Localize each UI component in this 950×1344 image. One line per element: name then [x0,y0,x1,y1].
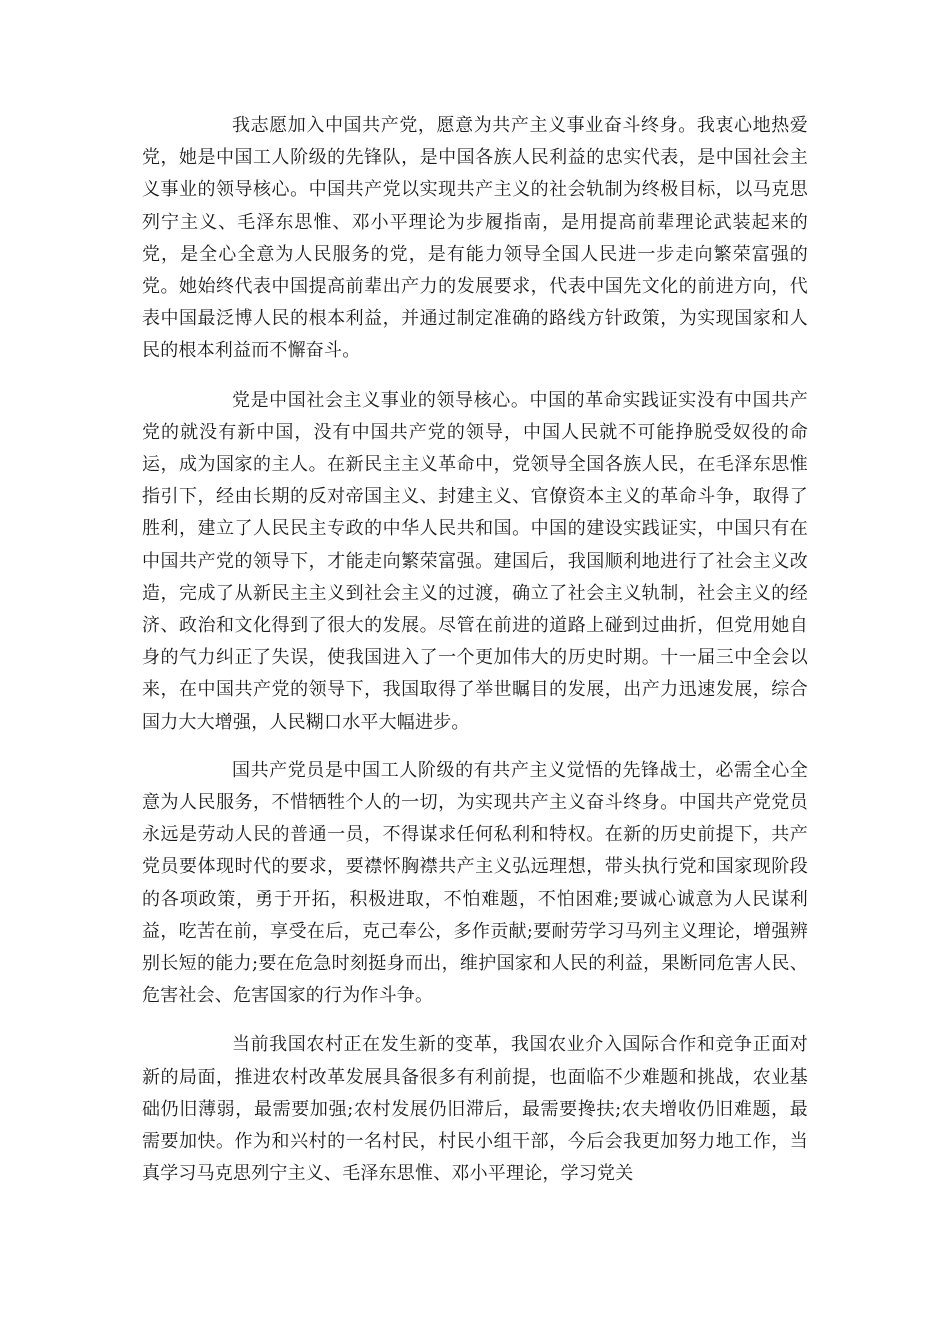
paragraph-2: 党是中国社会主义事业的领导核心。中国的革命实践证实没有中国共产党的就没有新中国，没有中国共产党的领导，中国人民就不可能挣脱受奴役的命运，成为国家的主人。在新民主主义革命中，党领导全国各族人民，在毛泽东思惟指引下，经由长期的反对帝国主义、封建主义、官僚资本主义的革命斗争，取得了胜利，建立了人民民主专政的中华人民共和国。中国的建设实践证实，中国只有在中国共产党的领导下，才能走向繁荣富强。建国后，我国顺利地进行了社会主义改造，完成了从新民主主义到社会主义的过渡，确立了社会主义轨制，社会主义的经济、政治和文化得到了很大的发展。尽管在前进的道路上碰到过曲折，但党用她自身的气力纠正了失误，使我国进入了一个更加伟大的历史时期。十一届三中全会以来，在中国共产党的领导下，我国取得了举世瞩目的发展，出产力迅速发展，综合国力大大增强，人民糊口水平大幅进步。 [142,389,808,733]
document-body [142,110,808,1207]
paragraph-3: 国共产党员是中国工人阶级的有共产主义觉悟的先锋战士，必需全心全意为人民服务，不惜牺牲个人的一切，为实现共产主义奋斗终身。中国共产党党员永远是劳动人民的普通一员，不得谋求任何私利和特权。在新的历史前提下，共产党员要体现时代的要求，要襟怀胸襟共产主义弘远理想，带头执行党和国家现阶段的各项政策，勇于开拓，积极进取，不怕难题，不怕困难;要诚心诚意为人民谋利益，吃苦在前，享受在后，克己奉公，多作贡献;要耐劳学习马列主义理论，增强辨别长短的能力;要在危急时刻挺身而出，维护国家和人民的利益，果断同危害人民、危害社会、危害国家的行为作斗争。 [142,759,808,1007]
paragraph-4: 当前我国农村正在发生新的变革，我国农业介入国际合作和竞争正面对新的局面，推进农村改革发展具备很多有利前提，也面临不少难题和挑战，农业基础仍旧薄弱，最需要加强;农村发展仍旧滞后，最需要搀扶;农夫增收仍旧难题，最需要加快。作为和兴村的一名村民，村民小组干部，今后会我更加努力地工作，当真学习马克思列宁主义、毛泽东思惟、邓小平理论，学习党关 [142,1034,808,1185]
paragraph-1: 我志愿加入中国共产党，愿意为共产主义事业奋斗终身。我衷心地热爱党，她是中国工人阶级的先锋队，是中国各族人民利益的忠实代表，是中国社会主义事业的领导核心。中国共产党以实现共产主义的社会轨制为终极目标，以马克思列宁主义、毛泽东思惟、邓小平理论为步履指南，是用提高前辈理论武装起来的党，是全心全意为人民服务的党，是有能力领导全国人民进一步走向繁荣富强的党。她始终代表中国提高前辈出产力的发展要求，代表中国先文化的前进方向，代表中国最泛博人民的根本利益，并通过制定准确的路线方针政策，为实现国家和人民的根本利益而不懈奋斗。 [142,115,808,362]
